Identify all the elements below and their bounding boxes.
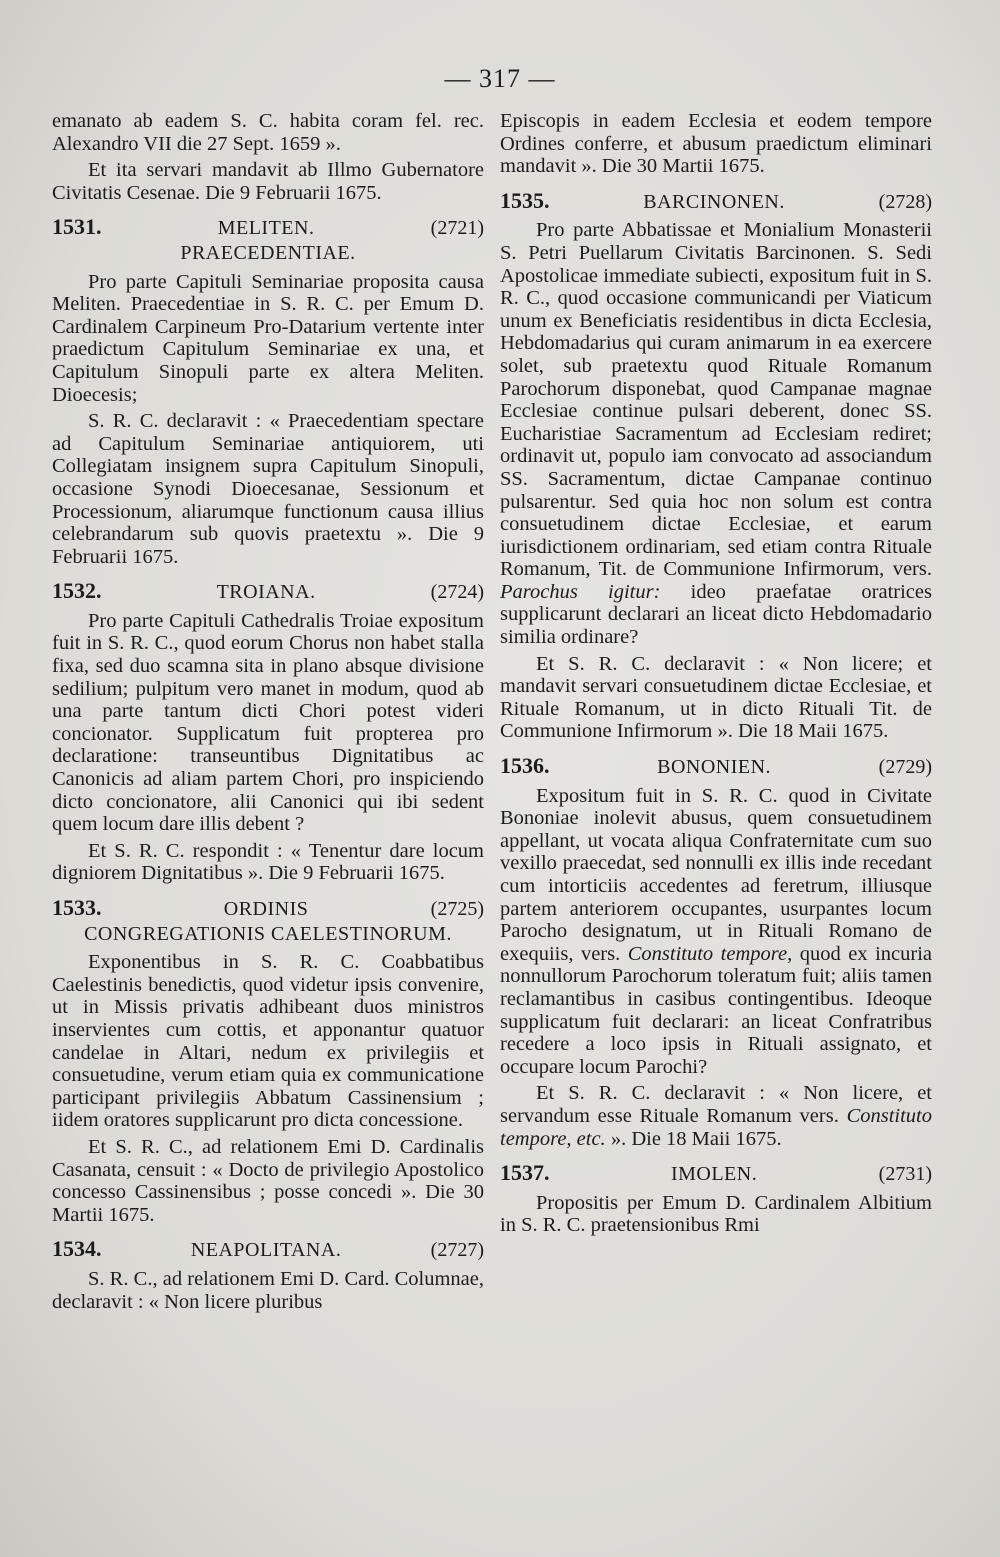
italic-reference: Constituto tempore,: [627, 942, 793, 965]
entry-title: BONONIEN.: [657, 756, 772, 779]
entry-code: (2727): [430, 1239, 484, 1262]
entry-code: (2724): [430, 581, 484, 604]
entry-subtitle: CONGREGATIONIS CAELESTINORUM.: [84, 922, 452, 945]
entry-number: 1532.: [52, 578, 102, 604]
entry-heading: [52, 580, 484, 604]
entry-code: (2729): [878, 756, 932, 779]
paragraph-text: Pro parte Abbatissae et Monialium Monasterii S. Petri Puellarum Civitatis Barcinonen. S. Sedi Apostolicae immediate subiecti, expositum fuit in S. R. C., quod occasione communicandi per Viaticum unum ex Beneficiatis residentibus in dicta Ecclesia, Hebdomadarius qui curam animarum in ea exercere solet, sub praetextu quod Rituale Romanum Parochorum disponebat, quod Campanae magnae Ecclesiae continue pulsari deberent, donec SS. Eucharistiae Sacramentum ad Ecclesiam rediret; ordinavit ut, populo iam convocato ad associandum SS. Sacramentum, dictae Campanae continuo pulsarentur. Sed quia hoc non solum est contra consuetudinem dictae Ecclesiae, et earum iurisdictionem ordinariam, sed etiam contra Rituale Romanum, Tit. de Communione Infirmorum, vers.: [500, 219, 932, 581]
paragraph-text: Expositum fuit in S. R. C. quod in Civitate Bononiae inolevit abusus, quem consuetudinem appellant, ut vocata aliqua Confraternitate cum suo vexillo praecedat, sed nonnulli ex illis inde recedant cum intorticiis accedentes ad feretrum, illiusque partem anteriorem occupantes, usurpantes locum Parocho designatum, ut in Rituali Romano de exequiis, vers.: [500, 784, 932, 965]
entry-subtitle: PRAECEDENTIAE.: [180, 241, 356, 264]
paragraph-text: Et S. R. C. declaravit : « Non licere, et servandum esse Rituale Romanum vers.: [500, 1082, 932, 1127]
entry-heading: [500, 755, 932, 779]
paragraph: [500, 1082, 932, 1150]
entry-heading: [52, 216, 484, 240]
entry-title: TROIANA.: [216, 581, 316, 604]
paragraph-text: ideo praefatae oratrices supplicarunt declarari an liceat dicto Hebdomadario similia ordinare?: [500, 580, 932, 649]
entry-code: (2731): [878, 1163, 932, 1186]
paragraph: Et ita servari mandavit ab Illmo Gubernatore Civitatis Cesenae. Die 9 Februarii 1675.: [52, 159, 484, 204]
entry-title: BARCINONEN.: [643, 190, 785, 213]
entry-heading: [52, 1238, 484, 1262]
paragraph: Exponentibus in S. R. C. Coabbatibus Caelestinis benedictis, quod videtur ipsis convenire, ut in Missis privatis adhibeant duos ministros inservientes cum cottis, et apponantur quatuor candelae in Altari, nedum ex privilegiis et consuetudine, verum etiam quia ex communicatione participant privilegiis Abbatum Cassinensium ; iidem oratores supplicarunt pro dicta concessione.: [52, 951, 484, 1132]
entry-number: 1533.: [52, 895, 102, 920]
entry-heading: [500, 1162, 932, 1186]
paragraph: Pro parte Capituli Seminariae proposita causa Meliten. Praecedentiae in S. R. C. per Emum D. Cardinalem Carpineum Pro-Datarium vertente inter praedictum Capitulum Seminariae ex una, et Capitulum Sinopuli parte ex altera Meliten. Dioecesis;: [52, 270, 484, 406]
right-column: [500, 110, 932, 1241]
italic-reference: Parochus igitur:: [500, 580, 661, 603]
paragraph: Episcopis in eadem Ecclesia et eodem tempore Ordines conferre, et abusum praedictum eliminari mandavit ». Die 30 Martii 1675.: [500, 110, 932, 178]
paragraph: Pro parte Capituli Cathedralis Troiae expositum fuit in S. R. C., quod eorum Chorus non habet stalla fixa, sed duo scamna sita in plano absque divisione sedilium; pulpitum vero manet in modum, quod ab una parte tantum dicti Chori potest videri concionator. Supplicatum fuit propterea pro declaratione: transeuntibus Dignitatibus ac Canonicis ad aliam partem Chori, pro inspiciendo dicto concionatore, alii Canonici qui ibi sedent quem locum dare illis debent ?: [52, 609, 484, 836]
entry-code: (2725): [430, 898, 484, 920]
paragraph: [500, 785, 932, 1079]
entry-title: IMOLEN.: [670, 1163, 758, 1186]
entry-title: NEAPOLITANA.: [190, 1239, 342, 1262]
left-column: [52, 110, 484, 1317]
entry-code: (2728): [878, 190, 932, 213]
entry-heading: [500, 187, 932, 214]
paragraph: [500, 219, 932, 648]
paragraph: Propositis per Emum D. Cardinalem Albitium in S. R. C. praetensionibus Rmi: [500, 1191, 932, 1237]
entry-code: (2721): [430, 217, 484, 240]
entry-title: ORDINIS: [223, 898, 309, 920]
paragraph: emanato ab eadem S. C. habita coram fel. rec. Alexandro VII die 27 Sept. 1659 ».: [52, 110, 484, 155]
entry-number: 1534.: [52, 1236, 102, 1262]
page-number: — 317 —: [444, 64, 556, 93]
italic-reference: Constituto tempore, etc.: [500, 1104, 932, 1150]
paragraph: S. R. C., ad relationem Emi D. Card. Columnae, declaravit : « Non licere pluribus: [52, 1267, 484, 1313]
entry-number: 1531.: [52, 214, 102, 240]
entry-number: 1536.: [500, 753, 550, 779]
entry-heading: [52, 897, 484, 921]
paragraph: S. R. C. declaravit : « Praecedentiam spectare ad Capitulum Seminariae antiquiorem, uti Collegiatam insignem supra Capitulum Sinopuli, occasione Synodi Dioecesanae, Sessionum et Processionum, aliarumque functionum causa illius celebrandarum sub quovis praetextu ». Die 9 Februarii 1675.: [52, 410, 484, 568]
paragraph: Et S. R. C. respondit : « Tenentur dare locum digniorem Dignitatibus ». Die 9 Februarii 1675.: [52, 839, 484, 885]
paragraph: Et S. R. C. declaravit : « Non licere; et mandavit servari consuetudinem dictae Ecclesiae, et Rituale Romanum, ut in dicto Rituali Tit. de Communione Infirmorum ». Die 18 Maii 1675.: [500, 652, 932, 743]
paragraph-text: ». Die 18 Maii 1675.: [610, 1127, 782, 1150]
entry-number: 1537.: [500, 1160, 550, 1186]
paragraph-text: quod ex incuria nonnullorum Parochorum toleratum fuit; aliis tamen reclamantibus in casibus contingentibus. Ideoque supplicatum fuit declarari: an liceat Confratribus recedere a loco ipsis in Rituali assignato, et occupare locum Parochi?: [500, 942, 933, 1078]
entry-number: 1535.: [500, 187, 550, 213]
paragraph: Et S. R. C., ad relationem Emi D. Cardinalis Casanata, censuit : « Docto de privilegio Apostolico concesso Cassinensibus ; posse concedi ». Die 30 Martii 1675.: [52, 1135, 484, 1226]
entry-title: MELITEN.: [217, 217, 315, 240]
